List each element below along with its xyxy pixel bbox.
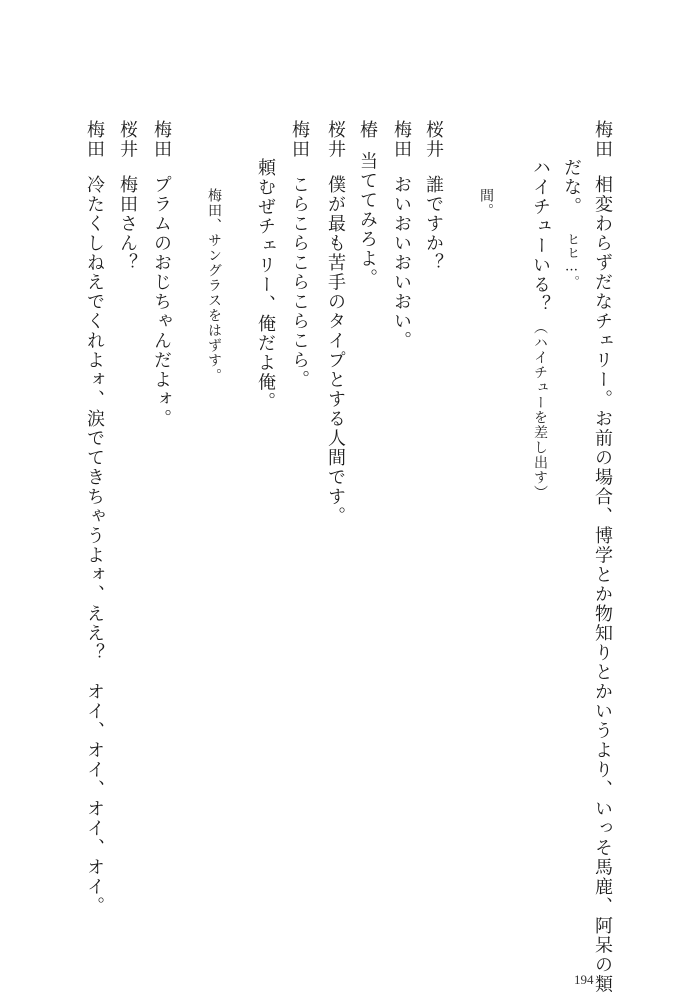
dialogue-text: プラムのおじちゃんだよォ。 xyxy=(151,175,172,429)
dialogue-line-6 xyxy=(392,120,410,351)
dialogue-text: 僕が最も苦手のタイプとする人間です。 xyxy=(325,175,346,526)
dialogue-text: おいおいおいおい。 xyxy=(391,175,412,351)
dialogue-text: 当ててみろよ。 xyxy=(357,151,378,288)
dialogue-line-12 xyxy=(152,120,170,429)
dialogue-line-13 xyxy=(118,120,136,273)
dialogue-line-9 xyxy=(290,120,308,390)
dialogue-text: 梅田さん？ xyxy=(117,175,138,273)
dialogue-line-14 xyxy=(85,120,103,916)
dialogue-line-10 xyxy=(256,158,274,412)
speaker-name: 桜井 xyxy=(117,120,138,159)
dialogue-text: 誰ですか？ xyxy=(423,175,444,273)
dialogue-line-7 xyxy=(358,120,376,288)
speaker-name: 梅田 xyxy=(289,120,310,159)
aside-text: ヒヒ…。 xyxy=(564,232,579,289)
speaker-name: 桜井 xyxy=(325,120,346,159)
speaker-name: 桜井 xyxy=(423,120,444,159)
speaker-name: 梅田 xyxy=(391,120,412,159)
dialogue-text: 冷たくしねえでくれよォ、涙でてきちゃうよォ、ええ？ オイ、オイ、オイ、オイ。 xyxy=(84,175,105,916)
dialogue-line-8 xyxy=(326,120,344,526)
dialogue-text: 相変わらずだなチェリー。お前の場合、博学とか物知りとかいうより、いっそ馬鹿、阿呆の類 xyxy=(592,175,613,994)
stage-direction-pause: 間。 xyxy=(478,188,494,218)
page-number: 194 xyxy=(574,972,594,987)
dialogue-line-2 xyxy=(562,158,580,289)
dialogue-line-1 xyxy=(593,120,611,994)
speaker-name: 梅田 xyxy=(592,120,613,159)
stage-direction: （ハイチューを差し出す） xyxy=(532,320,548,500)
dialogue-line-3 xyxy=(531,158,549,500)
dialogue-text: 頼むぜチェリー、俺だよ俺。 xyxy=(255,158,276,412)
dialogue-text: だな。 xyxy=(561,158,582,217)
dialogue-line-5 xyxy=(424,120,442,273)
dialogue-text: ハイチューいる？ xyxy=(530,158,551,314)
dialogue-text: こらこらこらこらこら。 xyxy=(289,175,310,390)
stage-direction-sunglasses: 梅田、サングラスをはずす。 xyxy=(206,188,222,383)
speaker-name: 梅田 xyxy=(84,120,105,159)
speaker-name: 梅田 xyxy=(151,120,172,159)
speaker-name: 椿 xyxy=(357,120,378,140)
